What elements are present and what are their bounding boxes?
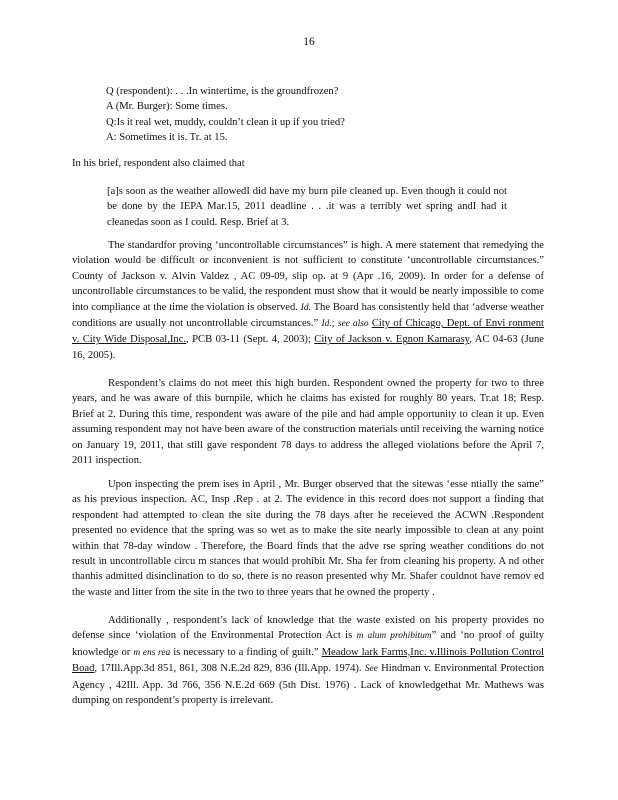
signal-see: See — [364, 664, 378, 675]
para-text: ” and ‘no proof of guilty knowledge or — [72, 630, 545, 658]
paragraph-burden — [72, 376, 544, 468]
para-text: Upon inspecting the prem ises in April , Mr. Burger observed that the sitewas ‘esse ntially the same” as his previous inspection. AC, Insp .Rep . at 2. The evidence in this record does not support a finding that respondent had attempted to clean the site during the 78 days after he receieved the ACWN .Respondent presented no evidence that the spring was so wet as to make the site nearly impossible to clean at any point within that 78-day window . Therefore, the Board finds that the adve rse spring weather conditions do not result in uncontrollable circu m stances that would prohibit Mr. Sha fer from cleaning his property. A nd other thanhis admitted disinclination to do so, there is no reason presented why Mr. Shafer couldnot have remov ed the waste and litter from the site in the two to three years that he owned the property . — [72, 479, 544, 598]
para-text: , 17Ill.App.3d 851, 861, 308 N.E.2d 829, 836 (Ill.App. 1974). — [94, 663, 362, 675]
testimony-line: Q:Is it real wet, muddy, couldn’t clean it up if you tried? — [106, 116, 345, 128]
paragraph-knowledge — [72, 613, 544, 708]
case-citation: City of Chicago, Dept. of Envi ronment v. City Wide Disposal,Inc. — [72, 318, 544, 346]
para-text: Respondent’s claims do not meet this high burden. Respondent owned the property for two to three years, and he was aware of this burnpile, which he claims has existed for roughly 80 years. Tr.at 18; Resp. Brief at 2. During this time, respondent was aware of the pile and had ample opportunity to clean it up. Even assuming respondent may not have been aware of the construction materials until receiving the warning notice on January 19, 2011, that still gave respondent 78 days to address the alleged violations before the April 7, 2011 inspection. — [72, 378, 544, 467]
para-text: Hindman v. Environmental Protection Agency , 42Ill. App. 3d 766, 356 N.E.2d 669 (5th Dist. 1976) . Lack of knowledgethat Mr. Mathews was dumping on respondent’s property is irrelevant. — [72, 663, 544, 707]
paragraph-standard — [72, 238, 544, 363]
latin-term: m alum prohibitum — [356, 631, 432, 642]
brief-intro: In his brief, respondent also claimed that — [72, 158, 245, 169]
para-text: The Board has consistently held that ‘adverse weather conditions are usually not uncontrollable circumstances.” — [72, 301, 544, 330]
para-text: , AC 04-63 (June 16, 2005). — [72, 334, 544, 361]
block-quote: [a]s soon as the weather allowedI did have my burn pile cleaned up. Even though it could not be done by the IEPA Mar.15, 2011 deadline . . .it was a terribly wet spring andI had it cleanedas soon as I could. Resp. Brief at 3. — [107, 186, 507, 228]
case-citation: City of Jackson v. Egnon Kamarasy — [314, 334, 470, 346]
para-text: Additionally , respondent’s lack of knowledge that the waste existed on his property provides no defense since ‘violation of the Environmental Protection Act is — [72, 615, 544, 642]
testimony-excerpt — [106, 84, 506, 146]
para-text: is necessary to a finding of guilt.” — [173, 646, 319, 658]
testimony-line: Q (respondent): . . .In wintertime, is the groundfrozen? — [106, 86, 339, 97]
para-text: ; — [331, 318, 335, 330]
latin-term: m ens rea — [133, 647, 171, 658]
citation-id: Id. — [321, 319, 332, 330]
case-citation: Meadow lark Farms,Inc. v.Illinois Pollution Control Boad — [72, 646, 544, 675]
paragraph-inspection — [72, 477, 544, 600]
signal-see-also: see also — [337, 319, 369, 330]
para-text: , PCB 03-11 (Sept. 4, 2003); — [186, 334, 311, 346]
para-text: The standardfor proving ‘uncontrollable circumstances” is high. A mere statement that remedying the violation would be difficult or inconvenient is not sufficient to constitute ‘uncontrollable circumstances.” County of Jackson v. Alvin Valdez , AC 09-09, slip op. at 9 (Apr .16, 2009). In order for a defense of uncontrollable circumstances to be valid, the respondent must show that it would be nearly impossible to come into compliance at the time the violation is observed. — [72, 240, 544, 313]
testimony-line: A (Mr. Burger): Some times. — [106, 101, 228, 113]
testimony-line: A: Sometimes it is. Tr. at 15. — [106, 132, 228, 144]
page-number: 16 — [303, 36, 315, 48]
citation-id: Id. — [300, 302, 311, 313]
